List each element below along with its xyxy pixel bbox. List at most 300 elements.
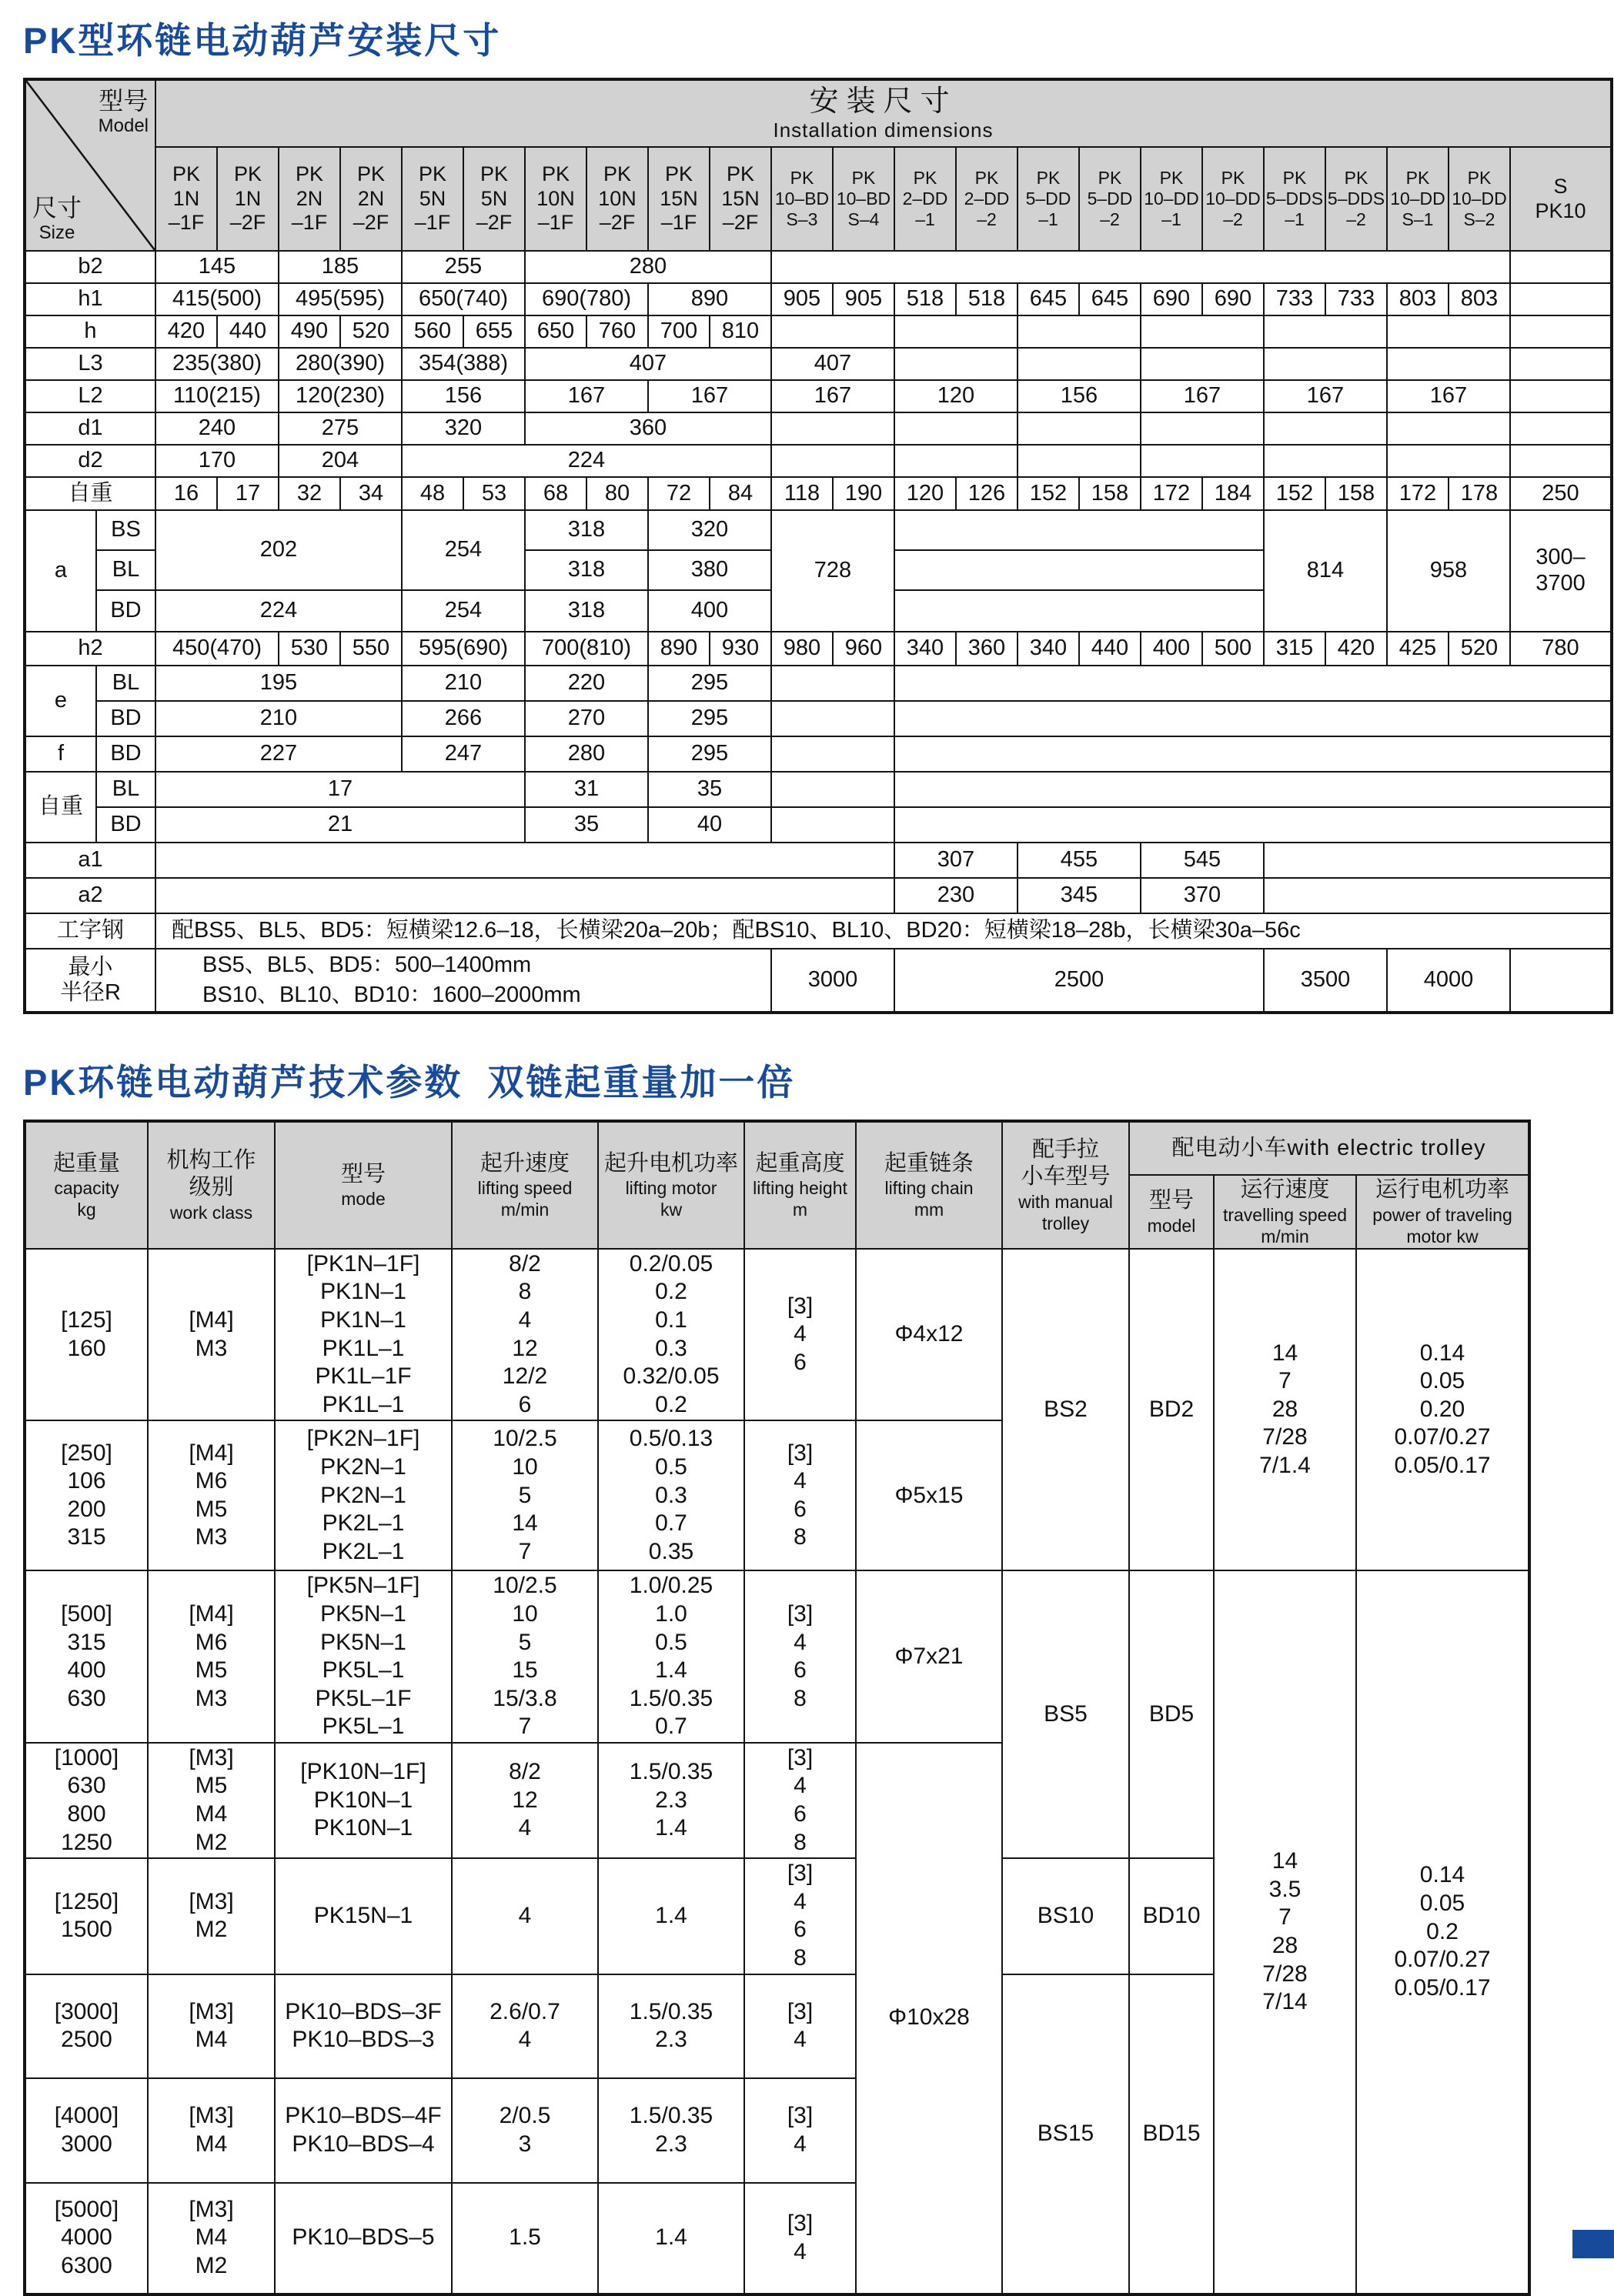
col-pk2-dd-1: PK 2–DD –1 — [894, 147, 956, 251]
cell — [1018, 445, 1141, 477]
cell — [771, 772, 894, 807]
cell — [1510, 445, 1612, 477]
cell: 220 — [525, 666, 648, 701]
cell: 690 — [1141, 283, 1202, 315]
cell — [894, 666, 1612, 701]
cell: 890 — [648, 632, 710, 666]
table-row — [25, 666, 1612, 701]
cell: 890 — [648, 283, 771, 315]
row-label-h1: h1 — [25, 283, 155, 315]
cell: 370 — [1141, 878, 1264, 913]
row-label-a2: a2 — [25, 878, 155, 913]
cell — [1264, 412, 1387, 445]
cell — [155, 878, 894, 913]
cell: 184 — [1202, 477, 1264, 510]
cell: [3] 4 — [744, 1974, 856, 2078]
cell: 84 — [710, 477, 771, 510]
cell: [125] 160 — [25, 1249, 148, 1421]
cell: 1.5/0.35 2.3 1.4 — [598, 1743, 744, 1858]
table-row — [25, 445, 1612, 477]
corner-label-size: 尺寸 Size — [32, 194, 82, 244]
col-pk2-dd-2: PK 2–DD –2 — [956, 147, 1018, 251]
cell: BS5、BL5、BD5：500–1400mm BS10、BL10、BD10：1600–2000mm — [155, 949, 771, 1013]
cell: 318 — [525, 550, 648, 590]
cell: 172 — [1387, 477, 1449, 510]
cell: 167 — [1264, 380, 1387, 412]
cell: 235(380) — [155, 348, 279, 380]
col-manual-trolley: 配手拉 小车型号 with manual trolley — [1002, 1121, 1129, 1248]
cell: 550 — [340, 632, 402, 666]
cell: 1.5/0.35 2.3 — [598, 1974, 744, 2078]
cell: 958 — [1387, 510, 1510, 632]
col-pk15n-2f: PK 15N –2F — [710, 147, 771, 251]
cell: 340 — [894, 632, 956, 666]
cell: 254 — [402, 510, 525, 590]
cell: 275 — [279, 412, 402, 445]
cell — [771, 412, 894, 445]
cell: [M4] M6 M5 M3 — [148, 1420, 275, 1570]
cell: 48 — [402, 477, 463, 510]
table-row — [25, 477, 1612, 510]
cell: [M3] M5 M4 M2 — [148, 1743, 275, 1858]
cell: 407 — [771, 348, 894, 380]
cell: 配BS5、BL5、BD5：短横梁12.6–18，长横梁20a–20b；配BS10、BL10、BD20：短横梁18–28b，长横梁30a–56c — [155, 913, 1612, 949]
col-pk2n-1f: PK 2N –1F — [279, 147, 340, 251]
cell: 227 — [155, 736, 402, 772]
cell — [1510, 283, 1612, 315]
cell: 266 — [402, 701, 525, 736]
cell: [3] 4 6 8 — [744, 1570, 856, 1743]
row-label-f: f — [25, 736, 96, 772]
cell: 814 — [1264, 510, 1387, 632]
row-label-self-weight: 自重 — [25, 477, 155, 510]
cell — [894, 445, 1018, 477]
cell: 3500 — [1264, 949, 1387, 1013]
cell: 420 — [155, 315, 217, 348]
cell: 425 — [1387, 632, 1449, 666]
cell — [1387, 412, 1510, 445]
cell: BS10 — [1002, 1858, 1129, 1974]
col-travelling-power: 运行电机功率 power of traveling motor kw — [1356, 1175, 1529, 1248]
cell: 53 — [463, 477, 525, 510]
cell: 1.4 — [598, 1858, 744, 1974]
cell — [1510, 412, 1612, 445]
row-label-f-bd: BD — [96, 736, 155, 772]
cell: 1.4 — [598, 2183, 744, 2294]
col-pk10-bds-3: PK 10–BD S–3 — [771, 147, 833, 251]
cell: [3] 4 6 8 — [744, 1743, 856, 1858]
cell: 650 — [525, 315, 586, 348]
cell — [894, 590, 1264, 632]
col-pk5-dds-1: PK 5–DDS –1 — [1264, 147, 1325, 251]
row-label-l3: L3 — [25, 348, 155, 380]
col-pk5n-2f: PK 5N –2F — [463, 147, 525, 251]
cell — [894, 510, 1264, 550]
cell: PK15N–1 — [275, 1858, 452, 1974]
col-pk5-dds-2: PK 5–DDS –2 — [1325, 147, 1387, 251]
cell: 650(740) — [402, 283, 525, 315]
cell: BD10 — [1129, 1858, 1214, 1974]
cell: 803 — [1387, 283, 1449, 315]
row-label-i-beam: 工字钢 — [25, 913, 155, 949]
cell: [1250] 1500 — [25, 1858, 148, 1974]
cell: 195 — [155, 666, 402, 701]
cell: 167 — [771, 380, 894, 412]
cell: 295 — [648, 701, 771, 736]
cell: [3] 4 — [744, 2078, 856, 2183]
cell — [771, 666, 894, 701]
cell — [1018, 348, 1141, 380]
cell: 380 — [648, 550, 771, 590]
cell: 645 — [1079, 283, 1141, 315]
cell: 17 — [155, 772, 525, 807]
row-label-b2: b2 — [25, 251, 155, 283]
row-label-h2: h2 — [25, 632, 155, 666]
col-pk5-dd-1: PK 5–DD –1 — [1018, 147, 1079, 251]
cell: 500 — [1202, 632, 1264, 666]
table-row — [25, 1249, 1529, 1421]
cell: 1.5/0.35 2.3 — [598, 2078, 744, 2183]
cell: [PK5N–1F] PK5N–1 PK5N–1 PK5L–1 PK5L–1F PK5L–1 — [275, 1570, 452, 1743]
cell — [771, 251, 1510, 283]
cell: 202 — [155, 510, 402, 590]
cell: 595(690) — [402, 632, 525, 666]
cell — [894, 348, 1018, 380]
cell — [771, 315, 894, 348]
cell — [771, 701, 894, 736]
cell — [1141, 445, 1264, 477]
cell: 1.5 — [452, 2183, 598, 2294]
cell: PK10–BDS–4F PK10–BDS–4 — [275, 2078, 452, 2183]
row-label-a-bs: BS — [96, 510, 155, 550]
cell: 270 — [525, 701, 648, 736]
cell: [3] 4 6 8 — [744, 1858, 856, 1974]
cell: 0.14 0.05 0.2 0.07/0.27 0.05/0.17 — [1356, 1570, 1529, 2294]
cell: 728 — [771, 510, 894, 632]
cell: 360 — [525, 412, 771, 445]
installation-dimensions-table — [23, 78, 1613, 1014]
cell: [5000] 4000 6300 — [25, 2183, 148, 2294]
cell: Φ10x28 — [856, 1743, 1002, 2294]
cell: 255 — [402, 251, 525, 283]
cell — [1510, 380, 1612, 412]
corner-label-model: 型号 Model — [98, 87, 149, 137]
cell: 230 — [894, 878, 1018, 913]
cell: [500] 315 400 630 — [25, 1570, 148, 1743]
cell — [771, 807, 894, 843]
cell: [PK1N–1F] PK1N–1 PK1N–1 PK1L–1 PK1L–1F PK1L–1 — [275, 1249, 452, 1421]
cell: 8/2 12 4 — [452, 1743, 598, 1858]
technical-parameters-table — [23, 1120, 1531, 2295]
row-label-h: h — [25, 315, 155, 348]
table-row — [25, 736, 1612, 772]
row-label-a-bl: BL — [96, 550, 155, 590]
cell — [894, 412, 1018, 445]
col-pk1n-2f: PK 1N –2F — [217, 147, 279, 251]
cell: 167 — [525, 380, 648, 412]
cell: 14 7 28 7/28 7/1.4 — [1214, 1249, 1356, 1571]
cell: 690(780) — [525, 283, 648, 315]
cell: 560 — [402, 315, 463, 348]
col-trolley-model: 型号 model — [1129, 1175, 1214, 1248]
table-row — [25, 1570, 1529, 1743]
cell: 0.14 0.05 0.20 0.07/0.27 0.05/0.17 — [1356, 1249, 1529, 1571]
cell: 495(595) — [279, 283, 402, 315]
cell: 240 — [155, 412, 279, 445]
col-s-pk10: S PK10 — [1510, 147, 1612, 251]
cell: [M4] M6 M5 M3 — [148, 1570, 275, 1743]
cell: 700 — [648, 315, 710, 348]
cell — [1018, 315, 1141, 348]
col-pk10-dd-1: PK 10–DD –1 — [1141, 147, 1202, 251]
col-model: 型号 mode — [275, 1121, 452, 1248]
cell: [PK10N–1F] PK10N–1 PK10N–1 — [275, 1743, 452, 1858]
cell: 280 — [525, 251, 771, 283]
cell: 250 — [1510, 477, 1612, 510]
cell: BD2 — [1129, 1249, 1214, 1571]
table-row — [25, 283, 1612, 315]
table-row — [25, 412, 1612, 445]
table-row — [25, 878, 1612, 913]
cell: 400 — [648, 590, 771, 632]
cell: [M3] M4 — [148, 1974, 275, 2078]
cell — [1510, 251, 1612, 283]
cell: 733 — [1325, 283, 1387, 315]
cell: 440 — [1079, 632, 1141, 666]
cell: 178 — [1449, 477, 1510, 510]
cell: 545 — [1141, 843, 1264, 878]
cell: 645 — [1018, 283, 1079, 315]
cell: 520 — [340, 315, 402, 348]
cell: 120 — [894, 380, 1018, 412]
cell: 905 — [771, 283, 833, 315]
cell: 224 — [402, 445, 771, 477]
table-row — [25, 701, 1612, 736]
table-row — [25, 510, 1612, 550]
row-label-e: e — [25, 666, 96, 736]
col-pk10-bds-4: PK 10–BD S–4 — [833, 147, 894, 251]
cell: [3] 4 — [744, 2183, 856, 2294]
cell: 167 — [648, 380, 771, 412]
cell: [M3] M4 — [148, 2078, 275, 2183]
cell: 307 — [894, 843, 1018, 878]
cell: 16 — [155, 477, 217, 510]
cell: 930 — [710, 632, 771, 666]
cell: 68 — [525, 477, 586, 510]
cell: 518 — [894, 283, 956, 315]
cell — [1264, 878, 1612, 913]
page-title-installation-dimensions: PK型环链电动葫芦安装尺寸 — [23, 20, 502, 61]
row-label-min-radius: 最小 半径R — [25, 949, 155, 1013]
cell: 31 — [525, 772, 648, 807]
cell: 780 — [1510, 632, 1612, 666]
group-electric-trolley: 配电动小车with electric trolley — [1129, 1121, 1529, 1175]
row-label-trolley-weight: 自重 — [25, 772, 96, 843]
cell: 810 — [710, 315, 771, 348]
cell: [M4] M3 — [148, 1249, 275, 1421]
cell: 655 — [463, 315, 525, 348]
col-travelling-speed: 运行速度 travelling speed m/min — [1214, 1175, 1356, 1248]
col-pk10n-2f: PK 10N –2F — [586, 147, 648, 251]
cell: 1.0/0.25 1.0 0.5 1.4 1.5/0.35 0.7 — [598, 1570, 744, 1743]
col-lifting-chain: 起重链条 lifting chain mm — [856, 1121, 1002, 1248]
row-label-d2: d2 — [25, 445, 155, 477]
cell: 295 — [648, 736, 771, 772]
cell: 520 — [1449, 632, 1510, 666]
row-label-trolley-weight-bl: BL — [96, 772, 155, 807]
row-label-a1: a1 — [25, 843, 155, 878]
cell: 120 — [894, 477, 956, 510]
table-row — [25, 772, 1612, 807]
cell: 17 — [217, 477, 279, 510]
row-label-a: a — [25, 510, 96, 632]
page-corner-marker — [1572, 2230, 1614, 2258]
cell — [1264, 445, 1387, 477]
cell: [250] 106 200 315 — [25, 1420, 148, 1570]
cell: 4 — [452, 1858, 598, 1974]
cell — [1141, 412, 1264, 445]
table-row — [25, 632, 1612, 666]
table-row — [25, 843, 1612, 878]
cell: 145 — [155, 251, 279, 283]
row-label-l2: L2 — [25, 380, 155, 412]
cell — [1264, 843, 1612, 878]
cell: 35 — [525, 807, 648, 843]
cell: 21 — [155, 807, 525, 843]
cell: 172 — [1141, 477, 1202, 510]
cell: Φ7x21 — [856, 1570, 1002, 1743]
col-pk10-dd-2: PK 10–DD –2 — [1202, 147, 1264, 251]
cell: 40 — [648, 807, 771, 843]
cell: 980 — [771, 632, 833, 666]
cell: 158 — [1079, 477, 1141, 510]
cell — [1018, 412, 1141, 445]
table-row — [25, 380, 1612, 412]
cell: BS5 — [1002, 1570, 1129, 1858]
cell: 733 — [1264, 283, 1325, 315]
cell: 32 — [279, 477, 340, 510]
cell — [1387, 445, 1510, 477]
cell — [1387, 315, 1510, 348]
cell: 167 — [1141, 380, 1264, 412]
cell: 185 — [279, 251, 402, 283]
cell: 318 — [525, 590, 648, 632]
cell: 170 — [155, 445, 279, 477]
row-label-e-bl: BL — [96, 666, 155, 701]
cell: 690 — [1202, 283, 1264, 315]
cell: [1000] 630 800 1250 — [25, 1743, 148, 1858]
cell — [894, 550, 1264, 590]
cell: 118 — [771, 477, 833, 510]
cell: 158 — [1325, 477, 1387, 510]
cell: BD5 — [1129, 1570, 1214, 1858]
cell: 400 — [1141, 632, 1202, 666]
row-label-d1: d1 — [25, 412, 155, 445]
cell: 34 — [340, 477, 402, 510]
cell: 8/2 8 4 12 12/2 6 — [452, 1249, 598, 1421]
col-pk1n-1f: PK 1N –1F — [155, 147, 217, 251]
cell: 320 — [402, 412, 525, 445]
cell: 490 — [279, 315, 340, 348]
cell — [894, 736, 1612, 772]
cell — [894, 807, 1612, 843]
cell: 254 — [402, 590, 525, 632]
cell: 700(810) — [525, 632, 648, 666]
cell: 295 — [648, 666, 771, 701]
cell — [1510, 348, 1612, 380]
table-row — [25, 348, 1612, 380]
table-row — [25, 807, 1612, 843]
col-lifting-speed: 起升速度 lifting speed m/min — [452, 1121, 598, 1248]
col-pk10n-1f: PK 10N –1F — [525, 147, 586, 251]
cell: 2/0.5 3 — [452, 2078, 598, 2183]
row-label-a-bd: BD — [96, 590, 155, 632]
cell: 2500 — [894, 949, 1264, 1013]
cell — [894, 315, 1018, 348]
cell: 152 — [1018, 477, 1079, 510]
cell: Φ5x15 — [856, 1420, 1002, 1570]
cell: 340 — [1018, 632, 1079, 666]
table-row — [25, 949, 1612, 1013]
col-pk2n-2f: PK 2N –2F — [340, 147, 402, 251]
cell: 905 — [833, 283, 894, 315]
cell: 167 — [1387, 380, 1510, 412]
cell: 315 — [1264, 632, 1325, 666]
table-row — [25, 251, 1612, 283]
cell: 10/2.5 10 5 15 15/3.8 7 — [452, 1570, 598, 1743]
cell: [4000] 3000 — [25, 2078, 148, 2183]
cell: 120(230) — [279, 380, 402, 412]
cell: BS2 — [1002, 1249, 1129, 1571]
row-label-e-bd: BD — [96, 701, 155, 736]
cell: 420 — [1325, 632, 1387, 666]
table-row — [25, 315, 1612, 348]
cell: 4000 — [1387, 949, 1510, 1013]
cell — [155, 843, 894, 878]
row-label-trolley-weight-bd: BD — [96, 807, 155, 843]
cell: 530 — [279, 632, 340, 666]
cell: 354(388) — [402, 348, 525, 380]
col-pk5-dd-2: PK 5–DD –2 — [1079, 147, 1141, 251]
cell: 80 — [586, 477, 648, 510]
cell: PK10–BDS–3F PK10–BDS–3 — [275, 1974, 452, 2078]
cell: [3000] 2500 — [25, 1974, 148, 2078]
cell: [3] 4 6 8 — [744, 1420, 856, 1570]
cell: 156 — [402, 380, 525, 412]
cell: 224 — [155, 590, 402, 632]
cell: 455 — [1018, 843, 1141, 878]
cell: [3] 4 6 — [744, 1249, 856, 1421]
col-pk10-dds-1: PK 10–DD S–1 — [1387, 147, 1449, 251]
cell: 280(390) — [279, 348, 402, 380]
cell: 960 — [833, 632, 894, 666]
cell — [1141, 348, 1264, 380]
cell: 126 — [956, 477, 1018, 510]
cell: 0.5/0.13 0.5 0.3 0.7 0.35 — [598, 1420, 744, 1570]
cell: 407 — [525, 348, 771, 380]
cell: BD15 — [1129, 1974, 1214, 2294]
cell: 518 — [956, 283, 1018, 315]
cell — [771, 736, 894, 772]
cell: 318 — [525, 510, 648, 550]
cell: [PK2N–1F] PK2N–1 PK2N–1 PK2L–1 PK2L–1 — [275, 1420, 452, 1570]
cell — [1387, 348, 1510, 380]
cell — [894, 701, 1612, 736]
cell: 760 — [586, 315, 648, 348]
cell: 415(500) — [155, 283, 279, 315]
cell — [1510, 315, 1612, 348]
cell: [M3] M2 — [148, 1858, 275, 1974]
